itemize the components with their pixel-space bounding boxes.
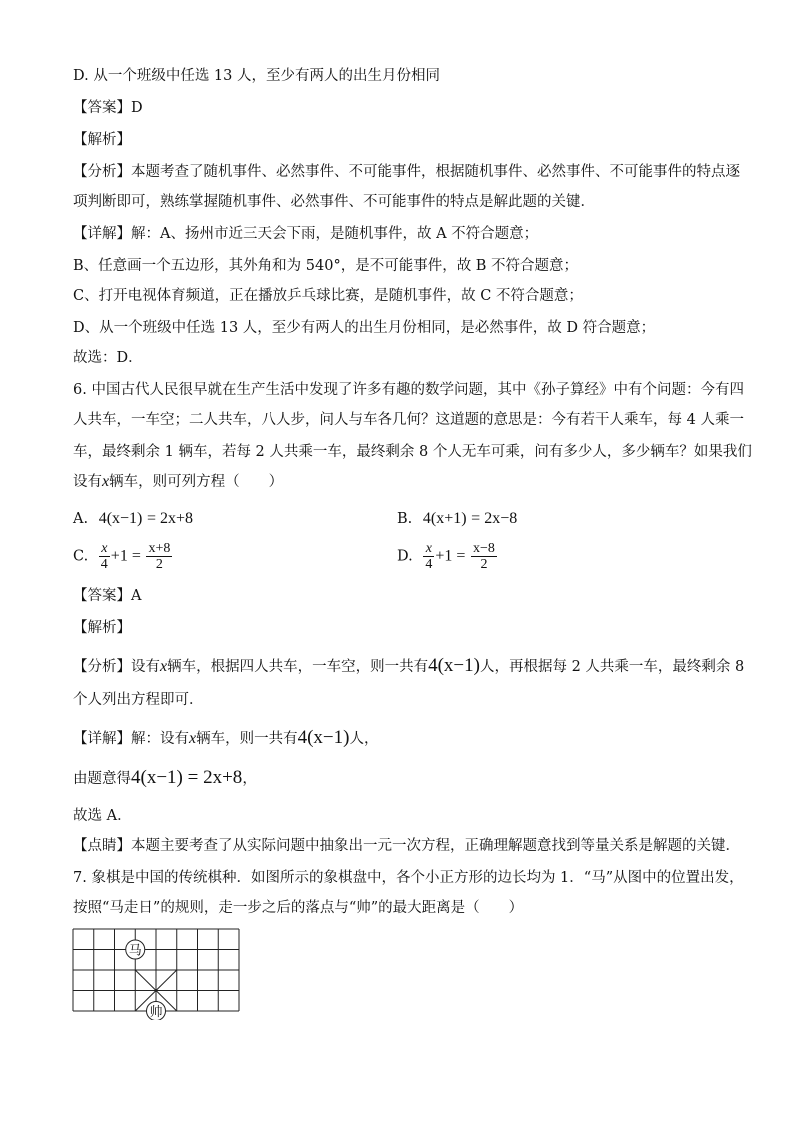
q5-answer: 【答案】D — [73, 100, 143, 116]
q5-fenxi-line2: 项判断即可，熟练掌握随机事件、必然事件、不可能事件的特点是解此题的关键． — [73, 194, 595, 210]
king-piece — [147, 1002, 166, 1021]
chess-board-figure — [72, 928, 242, 1020]
q6-conclusion: 故选 A． — [73, 808, 132, 824]
svg-text:帅: 帅 — [149, 1005, 163, 1020]
q6-option-b: B. 4(x+1) = 2x−8 — [397, 510, 518, 527]
q7-stem-line1: 7. 象棋是中国的传统棋种．如图所示的象棋盘中，各个小正方形的边长均为 1．“马”从图中的位置出发， — [73, 870, 744, 886]
q5-xiangjie-line4: D、从一个班级中任选 13 人，至少有两人的出生月份相同，是必然事件，故 D 符合题意； — [73, 320, 656, 336]
q6-answer: 【答案】A — [73, 588, 142, 604]
horse-piece — [126, 940, 145, 959]
q5-analysis-heading: 【解析】 — [73, 132, 131, 148]
q5-option-d: D. 从一个班级中任选 13 人，至少有两人的出生月份相同 — [73, 68, 440, 84]
q6-stem-line3: 车，最终剩余 1 辆车，若每 2 人共乘一车，最终剩余 8 个人无车可乘，问有多少人，多少辆车？如果我们 — [73, 444, 752, 460]
board-grid — [73, 929, 239, 1011]
q7-stem-line2: 按照“马走日”的规则，走一步之后的落点与“帅”的最大距离是（ ） — [73, 900, 524, 916]
q6-stem-line1: 6. 中国古代人民很早就在生产生活中发现了许多有趣的数学问题，其中《孙子算经》中有个问题：今有四 — [73, 382, 744, 398]
svg-text:马: 马 — [128, 943, 142, 959]
q6-fenxi-line2: 个人列出方程即可． — [73, 692, 204, 708]
q6-analysis-heading: 【解析】 — [73, 620, 131, 636]
q5-xiangjie-line2: B、任意画一个五边形，其外角和为 540°，是不可能事件，故 B 不符合题意； — [73, 258, 579, 274]
q6-dianjing: 【点睛】本题主要考查了从实际问题中抽象出一元一次方程，正确理解题意找到等量关系是解题的关键． — [73, 838, 740, 854]
q6-option-a: A. 4(x−1) = 2x+8 — [73, 510, 194, 527]
q6-xiangjie-line1: 【详解】解：设有x辆车，则一共有4(x−1)人， — [73, 727, 379, 748]
q5-fenxi-line1: 【分析】本题考查了随机事件、必然事件、不可能事件，根据随机事件、必然事件、不可能事件的特点逐 — [73, 164, 740, 180]
q5-xiangjie-line1: 【详解】解：A、扬州市近三天会下雨，是随机事件，故 A 不符合题意； — [73, 226, 539, 242]
q6-xiangjie-line2: 由题意得4(x−1) = 2x+8， — [73, 767, 257, 788]
q6-fenxi-line1: 【分析】设有x辆车，根据四人共车，一车空，则一共有4(x−1)人，再根据每 2 人共乘一车，最终剩余 8 — [73, 655, 745, 676]
q6-stem-line4: 设有x辆车，则可列方程（ ） — [73, 473, 284, 490]
q6-option-d: D. $\frac{x}{4}$ +1 = $\frac{x-8}{2}$ — [397, 541, 495, 572]
q5-xiangjie-line3: C、打开电视体育频道，正在播放乒乓球比赛，是随机事件，故 C 不符合题意； — [73, 288, 583, 304]
q6-option-c: C. $\frac{x}{4}$ +1 = $\frac{x+8}{2}$ — [73, 541, 171, 572]
q6-stem-line2: 人共车，一车空；二人共车，八人步，问人与车各几何？这道题的意思是：今有若干人乘车，每 4 人乘一 — [73, 412, 744, 428]
q5-conclusion: 故选：D． — [73, 350, 143, 366]
